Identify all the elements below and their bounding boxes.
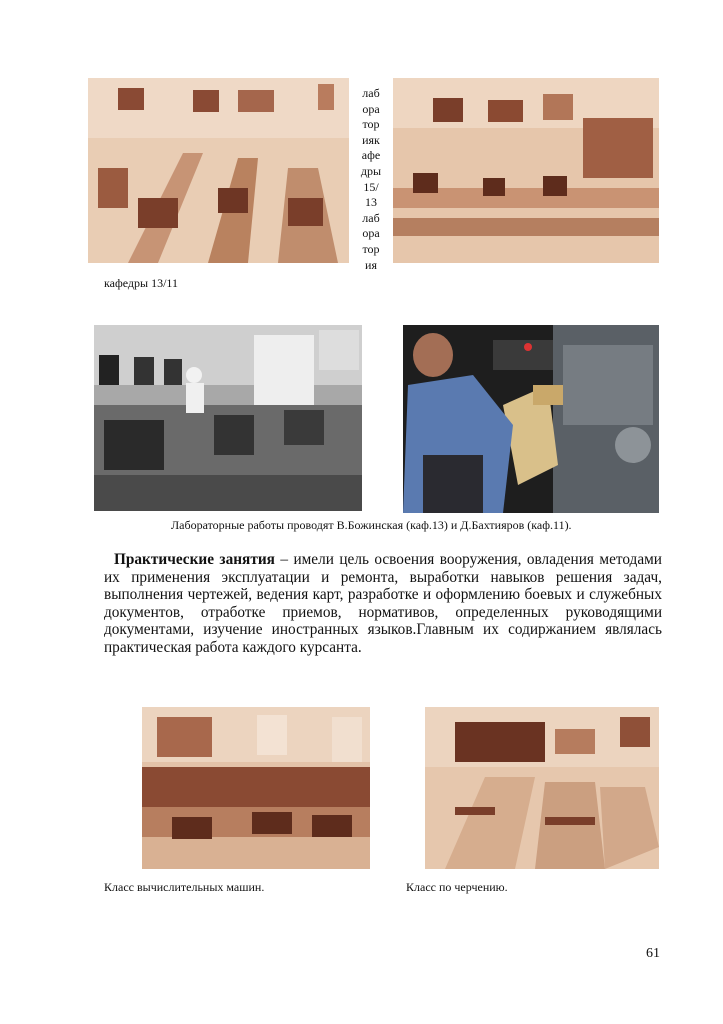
vertical-caption-line: ора (362, 226, 380, 241)
lab-photo-4 (403, 325, 659, 513)
body-paragraph (104, 551, 662, 657)
vertical-caption-line: тор (362, 117, 380, 132)
lab-photo-1 (88, 78, 349, 263)
vertical-caption-line: лаб (362, 86, 380, 100)
caption-kafedry: кафедры 13/11 (104, 276, 178, 290)
vertical-caption-line: дры (360, 163, 382, 178)
caption-computing-class: Класс вычислительных машин. (104, 880, 265, 894)
vertical-caption-line: 13 (365, 195, 377, 210)
computing-class-photo (142, 707, 370, 869)
lab-photo-3 (94, 325, 362, 511)
vertical-caption-line: ора (362, 101, 380, 116)
vertical-caption-line: ия (365, 257, 377, 272)
paragraph-lead: Практические занятия (114, 551, 275, 568)
vertical-caption-line: тор (362, 241, 380, 256)
paragraph-text: – имели цель освоения вооружения, овладения методами их применения эксплуатации и ремонта, выработки навыков решения задач, выполнения чертежей, ведения карт, разработке и оформлению боевых и служебных документов, отработке приемов, нормативов, определенных руководящими документами, изучение иностранных языков.Главным их содиржанием являлась практическая работа каждого курсанта. (104, 551, 662, 656)
drawing-class-photo (425, 707, 659, 869)
vertical-caption-line: ияк (362, 132, 380, 147)
lab-photo-2 (393, 78, 659, 263)
page-number: 61 (646, 946, 660, 961)
vertical-caption-line: афе (361, 148, 381, 163)
caption-drawing-class: Класс по черчению. (406, 880, 508, 894)
vertical-caption-line: 15/ (363, 179, 379, 194)
vertical-caption (356, 86, 386, 273)
caption-lab-works: Лабораторные работы проводят В.Божинская (каф.13) и Д.Бахтияров (каф.11). (171, 518, 572, 532)
vertical-caption-line: лаб (362, 210, 380, 225)
